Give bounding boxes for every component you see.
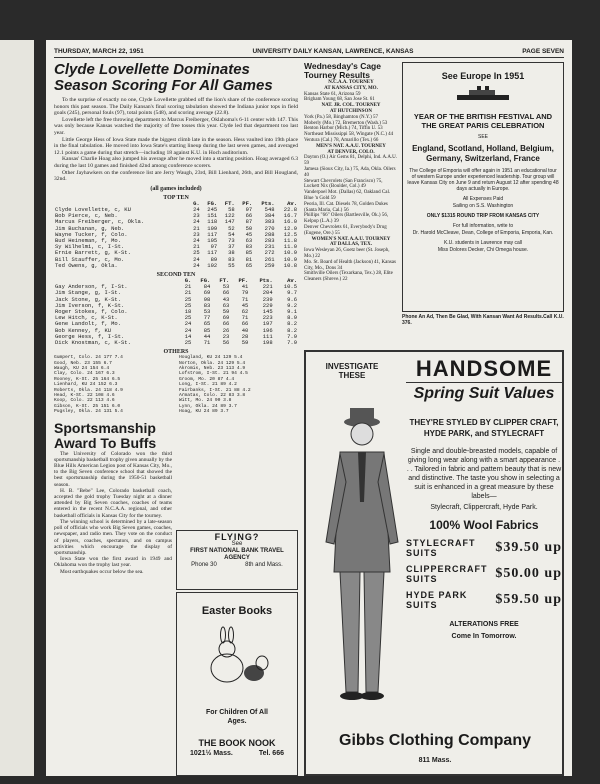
table-cell: 10.8: [283, 261, 297, 269]
expenses: All Expenses Paid: [462, 196, 504, 202]
festival-title: YEAR OF THE BRITISH FESTIVAL AND THE GREAT PARIS CELEBRATION: [413, 112, 553, 130]
suit-name: CLIPPERCRAFT SUITS: [406, 564, 488, 584]
table-cell: Bob Kenney, f, KU: [55, 326, 112, 334]
list-item: Hoag, KU 24 89 3.7: [179, 409, 229, 415]
table-cell: 24: [193, 205, 200, 213]
want-ad-line: Phone An Ad, Then Be Glad, With Kansan Want Ad Results.Call K.U. 376.: [402, 314, 564, 326]
easter-title: Easter Books: [201, 605, 273, 617]
table-cell: 98: [203, 295, 211, 303]
list-item: Head, K-St. 22 108 4.6: [54, 393, 115, 399]
table-cell: 229: [262, 301, 273, 309]
table-cell: 66: [245, 212, 253, 220]
list-item: Clay, Colo. 24 167 6.3: [54, 371, 115, 377]
table-cell: 25: [184, 301, 192, 309]
list-item: Hougland, KU 24 129 5.4: [179, 355, 243, 361]
wool-fabrics: 100% Wool Fabrics: [429, 518, 539, 532]
table-cell: 151: [207, 212, 218, 220]
shop-phone: Tel. 666: [258, 750, 284, 757]
table-row: [54, 340, 298, 346]
table-cell: Bud Heineman, f, Mo.: [55, 236, 122, 244]
table-cell: 66: [222, 289, 230, 297]
table-cell: 38: [228, 249, 235, 257]
table-cell: Sy Wilhelmi, c, I-St.: [55, 243, 125, 251]
table-cell: 102: [207, 261, 218, 269]
list-item: York (Pa.) 58, Binghamton (N.Y.) 57: [304, 114, 378, 120]
table-cell: 16.0: [283, 218, 297, 226]
column-header: Pts.: [261, 199, 275, 207]
table-cell: 8.2: [287, 320, 297, 328]
list-item: Norton, Okla. 24 129 5.4: [179, 360, 246, 366]
table-cell: 77: [203, 314, 211, 322]
table-cell: 548: [264, 205, 275, 213]
table-cell: 23: [193, 212, 200, 220]
list-item: AT HUTCHINSON: [330, 108, 372, 114]
table-cell: 117: [207, 230, 218, 238]
table-cell: 272: [264, 249, 275, 257]
table-cell: 25: [184, 338, 192, 346]
agency-address: 8th and Mass.: [245, 562, 283, 568]
children-line: For Children Of All Ages.: [206, 709, 268, 725]
table-cell: 26: [222, 326, 230, 334]
list-item: Peoria, Ill. Cat. Diesels 78, Golden Dukes (Santa Maria, Cal.) 56: [304, 201, 388, 213]
table-cell: 198: [262, 338, 273, 346]
table-cell: Bob Pierce, c, Neb.: [55, 212, 118, 220]
table-cell: Gay Anderson, f, I-St.: [55, 283, 128, 291]
table-cell: 18: [184, 307, 192, 315]
table-cell: Jim Stange, g, I-St.: [55, 289, 122, 297]
table-cell: 147: [224, 218, 235, 226]
table-cell: 111: [262, 332, 273, 340]
table-cell: 81: [245, 255, 253, 263]
page-header: [54, 48, 564, 58]
suit-name: STYLECRAFT SUITS: [406, 538, 476, 558]
table-cell: 45: [241, 301, 249, 309]
story-paragraph: Other Jayhawkers on the conference list are Jerry Waugh, 23rd, Bill Lienhard, 26th, and Bill Hougland, 32nd.: [54, 169, 298, 183]
handsome-title: HANDSOME: [406, 356, 562, 383]
table-cell: 25: [184, 295, 192, 303]
list-item: Phillips "66" Oilers (Bartlesville, Ok.) 56, Kelpop (L.A.) 39: [304, 213, 389, 225]
table-cell: 73: [228, 236, 235, 244]
list-item: AT DENVER, COLO.: [327, 149, 375, 155]
table-cell: 270: [264, 224, 275, 232]
table-cell: 23: [222, 332, 230, 340]
header-page: PAGE SEVEN: [522, 48, 564, 55]
list-item: Waugh, KU 24 154 6.4: [54, 366, 110, 371]
table-cell: 7.9: [287, 338, 297, 346]
table-cell: 259: [264, 261, 275, 269]
table-cell: 14: [184, 332, 192, 340]
table-cell: 9.7: [287, 289, 297, 297]
table-cell: 58: [228, 205, 235, 213]
list-item: Long, I-St. 21 89 4.2: [179, 382, 237, 388]
table-cell: 63: [222, 301, 230, 309]
man-in-suit-illustration-icon: [310, 392, 406, 712]
table-cell: 84: [203, 283, 211, 291]
list-item: Armatas, Colo. 22 83 3.8: [179, 393, 246, 399]
story-paragraph: Lovellette left the free throwing department to Marcus Freiberger, Oklahoma's 6-11 center with 147. This was only because Kansas watched the majority of free tosses this year. Clyde led that department too last year.: [54, 116, 298, 136]
list-item: AT DALLAS, TEX.: [330, 242, 372, 248]
table-cell: 24: [193, 218, 200, 226]
table-cell: 24: [193, 255, 200, 263]
header-paper: UNIVERSITY DAILY KANSAN, LAWRENCE, KANSAS: [252, 48, 414, 55]
table-cell: 223: [262, 314, 273, 322]
tourney-lines: [304, 80, 398, 283]
others-list: [54, 355, 298, 414]
adjacent-page-edge: [0, 40, 34, 776]
table-cell: 10.5: [283, 283, 297, 291]
table-cell: 10.9: [283, 255, 297, 263]
table-cell: 71: [241, 314, 249, 322]
list-item: Vanderpoel Mot. (Dallas) 62, Oakland Cal. Blue 'n Gold 59: [304, 190, 391, 201]
list-item: Moberly (Mo.) 72, Bremerton (Wash.) 53: [304, 120, 388, 126]
table-cell: 21: [193, 243, 200, 251]
list-item: Mo. St. Board of Health (Jackson) 41, Kansas City, Mo., Dons 34: [304, 259, 396, 271]
column-header: FG.: [207, 199, 218, 207]
table-cell: 28: [241, 332, 249, 340]
top-ten-table: [54, 201, 298, 269]
book-nook-ad: [176, 592, 298, 776]
shop-name: THE BOOK NOOK: [198, 738, 276, 748]
list-item: Pugsley, Okla. 24 131 5.4: [54, 409, 123, 415]
table-cell: 65: [203, 320, 211, 328]
sailing: Sailing on S.S. Washington: [452, 203, 514, 209]
table-cell: 25: [193, 249, 200, 257]
table-cell: 10.9: [283, 249, 297, 257]
story-paragraph: Kansas' Charlie Hoag also jumped his average after he moved into a starting position. Hoag averaged 6.3 during the last 10 games and finished 42nd among conference scorers.: [54, 156, 298, 169]
contact-name: Dr. Harold McCleave, Dean, College of Emporia, Emporia, Kan.: [412, 230, 554, 236]
table-cell: 41: [241, 283, 249, 291]
list-item: Fairbanks, I-St. 21 88 4.2: [179, 387, 251, 393]
tourney-headline: Wednesday's Cage Tourney Results: [304, 61, 381, 80]
list-item: Gumpert, Colo. 24 177 7.4: [54, 355, 123, 361]
header-date: THURSDAY, MARCH 22, 1951: [54, 48, 144, 55]
table-cell: 71: [203, 338, 211, 346]
table-cell: 197: [262, 320, 273, 328]
gibbs-clothing-ad: [304, 350, 564, 776]
table-cell: 63: [245, 236, 253, 244]
suit-price-list: [406, 538, 562, 610]
list-item: Kansas State 61, Arizona 59: [304, 91, 361, 97]
list-item: Dayton (O.) Air Gems 81, Delphi, Ind. A.A.U. 59: [304, 155, 398, 167]
table-cell: Dick Knostman, c, K-St.: [55, 338, 131, 346]
local-contact: Miss Dolores Decker, Chi Omega house.: [437, 247, 529, 253]
table-cell: 83: [228, 255, 235, 263]
column-header: G.: [193, 199, 200, 207]
story-paragraph: Little George Hess of Iowa State made the biggest climb late in the season. Hess vaulted into 19th place in the final tabulation. He moved into Iowa State's starting lineup during the last seven games, and averaged 12.1 points a game during that stretch—including 18 against K.U. in Hoch auditorium.: [54, 136, 298, 156]
table-cell: 21: [184, 289, 192, 297]
table-cell: 37: [228, 243, 235, 251]
list-item: Denver Chevrolets 61, Everybody's Drug (Eugene, Ore.) 55: [304, 224, 387, 236]
scoring-story: [54, 62, 298, 575]
store-address: 811 Mass.: [418, 757, 452, 764]
table-cell: 239: [262, 295, 273, 303]
suit-row: [406, 538, 562, 558]
list-item: Roberts, Okla. 24 118 4.9: [54, 387, 123, 393]
list-item: Ventura (Cal.) 78, Amarillo (Tex.) 66: [304, 137, 379, 143]
column-header: PF.: [238, 276, 249, 284]
list-item: Gibson, K-St. 25 151 6.0: [54, 403, 121, 409]
column-header: FT.: [224, 199, 235, 207]
tour-desc: The College of Emporia will offer again in 1951 an educational tour of western Europe under experienced leadership. Tour group will leave Kansas City on June 9 and return August 12 after spending 48 days actually in Europe.: [407, 168, 559, 192]
countries: England, Scotland, Holland, Belgium, Germany, Switzerland, France: [412, 144, 554, 163]
list-item: Stewart Chevrolets (San Francisco) 75, Luckett Nix (Boulder, Col.) 49: [304, 178, 383, 190]
table-cell: 40: [241, 326, 249, 334]
story-headline: Clyde Lovellette Dominates Season Scoring For All Games: [54, 61, 273, 94]
table-cell: 109: [207, 224, 218, 232]
column-header: G.: [184, 276, 192, 284]
price-line: ONLY $1315 ROUND TRIP FROM KANSAS CITY: [426, 213, 540, 219]
europe-tour-ad: [402, 62, 564, 312]
table-cell: 12.5: [283, 230, 297, 238]
table-cell: Wayne Tucker, f, Colo.: [55, 230, 128, 238]
list-item: WOMEN'S NAT. A.A.U. TOURNEY: [311, 236, 391, 242]
table-cell: 59: [241, 338, 249, 346]
table-cell: 89: [210, 255, 218, 263]
sport-paragraph: H. B. "Bebe" Lee, Colorado basketball coach, accepted the gold trophy Tuesday night at a dinner attended by Big Seven coaches, coaches of teams entered in the recent N.C.A.A. regional, and other basketball officials in Kansas City for the tourney.: [54, 487, 172, 519]
others-title: OTHERS: [163, 349, 189, 356]
list-item: Smithville Oilers (Texarkana, Tex.) 28, Elite Cleaners (Shreve.) 22: [304, 271, 393, 283]
shop-address: 1021½ Mass.: [190, 750, 233, 757]
table-cell: 11.0: [283, 243, 297, 251]
list-item: Good, Neb. 23 155 6.7: [54, 360, 112, 366]
suit-row: [406, 564, 562, 584]
table-cell: 9.6: [287, 295, 297, 303]
list-item: Jamesa (Sioux City, Ia.) 75, Ada, Okla. Oilers 40: [304, 166, 396, 178]
list-item: Brigham Young 68, San Jose St. 61: [304, 97, 375, 103]
come-in: Come In Tomorrow.: [451, 633, 517, 640]
table-cell: 8.9: [287, 314, 297, 322]
list-item: N.C.A.A. TOURNEY: [328, 80, 374, 85]
second-ten-table: [54, 278, 298, 346]
table-cell: 12.9: [283, 224, 297, 232]
table-cell: 66: [222, 320, 230, 328]
table-cell: 83: [245, 243, 253, 251]
table-cell: Lew Hitch, c, K-St.: [55, 314, 118, 322]
table-cell: 50: [245, 224, 253, 232]
table-cell: 221: [262, 283, 273, 291]
all-games-note: (all games included): [150, 185, 202, 192]
table-cell: 21: [193, 224, 200, 232]
column-header: FG.: [200, 276, 211, 284]
suit-price: $39.50 up: [495, 540, 562, 555]
table-cell: 54: [228, 230, 235, 238]
list-item: Iowa Wesleyan 26, Goetz beer (St. Joseph, Mo.) 22: [304, 248, 390, 259]
table-cell: 118: [207, 218, 218, 226]
table-cell: 245: [207, 205, 218, 213]
table-cell: 21: [184, 283, 192, 291]
table-row: [54, 263, 298, 269]
column-header: Pts.: [259, 276, 273, 284]
bunny-illustration-icon: [192, 623, 282, 693]
table-cell: 122: [224, 212, 235, 220]
table-cell: 117: [207, 249, 218, 257]
list-item: Koop, Colo. 22 113 4.6: [54, 398, 115, 404]
table-cell: 16.7: [283, 212, 297, 220]
table-cell: 261: [264, 255, 275, 263]
table-cell: 71: [241, 295, 249, 303]
list-item: Groom, Mo. 20 87 4.4: [179, 376, 235, 382]
europe-title: See Europe In 1951: [441, 71, 525, 81]
list-item: Northeast Mississippi 58, Wingate (N.C.) 44: [304, 132, 394, 138]
label-list: Stylecraft, Clippercraft, Hyde Park.: [430, 504, 538, 511]
table-cell: 383: [264, 218, 275, 226]
table-cell: 44: [203, 332, 211, 340]
ku-line: K.U. students in Lawrence may call: [443, 240, 523, 246]
table-cell: 25: [184, 314, 192, 322]
table-cell: 231: [264, 243, 275, 251]
table-cell: 45: [245, 230, 253, 238]
table-cell: 53: [203, 307, 211, 315]
table-cell: 87: [245, 218, 253, 226]
info-line: For full information, write to: [452, 223, 514, 229]
second-ten-title: SECOND TEN: [156, 271, 196, 278]
table-cell: 8.2: [287, 326, 297, 334]
table-cell: 97: [245, 205, 253, 213]
table-cell: 204: [262, 289, 273, 297]
table-cell: 9.2: [287, 301, 297, 309]
top-ten-title: TOP TEN: [163, 194, 189, 201]
table-cell: 23: [193, 230, 200, 238]
table-cell: 79: [241, 289, 249, 297]
table-cell: 85: [245, 249, 253, 257]
table-cell: 145: [262, 307, 273, 315]
table-cell: 43: [222, 295, 230, 303]
table-cell: 66: [241, 320, 249, 328]
alterations: ALTERATIONS FREE: [449, 621, 519, 628]
suit-price: $59.50 up: [495, 592, 562, 607]
suit-name: HYDE PARK SUITS: [406, 590, 468, 610]
table-cell: 9.1: [287, 307, 297, 315]
table-cell: 384: [264, 212, 275, 220]
list-item: Benton Harbor (Mich.) 74, Tiffin U. 53: [304, 126, 383, 132]
tourney-results: [304, 62, 398, 283]
table-cell: 52: [228, 224, 235, 232]
table-cell: 62: [241, 307, 249, 315]
table-cell: 83: [203, 301, 211, 309]
table-cell: George Hess, f, I-St.: [55, 332, 125, 340]
list-item: Lienhard, KU 24 152 6.3: [54, 382, 118, 388]
see-label: SEE: [477, 134, 488, 140]
list-item: MEN'S NAT. A.A.U. TOURNEY: [316, 143, 386, 149]
list-item: Rooney, K-St. 25 164 6.5: [54, 376, 121, 382]
table-cell: Jack Stone, g, K-St.: [55, 295, 122, 303]
table-cell: 105: [207, 236, 218, 244]
investigate-label: INVESTIGATE THESE: [325, 362, 379, 380]
table-cell: 288: [264, 230, 275, 238]
table-cell: 55: [228, 261, 235, 269]
ad-copy: [406, 356, 562, 642]
sport-paragraph: The University of Colorado won the third sportsmanship basketball trophy given annually by the Blue Hills American Legion post of Kansas City, Mo., to the Big Seven conference school that showed the best sportsmanship during the 1950-51 basketball season.: [54, 450, 172, 488]
table-cell: 196: [262, 326, 273, 334]
table-cell: 7.9: [287, 332, 297, 340]
sport-headline: Sportsmanship Award To Buffs: [54, 419, 157, 451]
sport-paragraph: Iowa State won the first award in 1949 and Oklahoma won the trophy last year.: [54, 556, 172, 569]
see-label: See: [231, 541, 243, 547]
suit-row: [406, 590, 562, 610]
flying-title: FLYING?: [214, 532, 260, 542]
table-cell: Jim Buchanan, g, Neb.: [55, 224, 125, 232]
list-item: Lynn, Okla. 24 89 3.7: [179, 403, 237, 409]
list-item: Witt, Mo. 24 90 3.8: [179, 398, 232, 404]
spring-title: Spring Suit Values: [413, 385, 555, 402]
table-cell: 283: [264, 236, 275, 244]
column-header: PF.: [242, 199, 253, 207]
sport-paragraph: Most earthquakes occur below the sea.: [60, 568, 144, 575]
table-cell: Marcus Freiberger, c, Okla.: [55, 218, 145, 226]
table-cell: 24: [193, 236, 200, 244]
suit-price: $50.00 up: [495, 566, 562, 581]
column-header: Av.: [287, 276, 297, 284]
list-item: AT KANSAS CITY, MO.: [324, 85, 378, 91]
table-cell: 22.8: [283, 205, 297, 213]
table-cell: 24: [184, 326, 192, 334]
table-cell: 65: [245, 261, 253, 269]
table-cell: Gene Landolt, f, Mo.: [55, 320, 122, 328]
table-cell: Jim Iverson, f, K-St.: [55, 301, 125, 309]
list-item: Akromis, Neb. 23 113 4.9: [179, 366, 246, 371]
column-header: Av.: [287, 199, 297, 207]
travel-agency-ad: [176, 530, 298, 590]
table-cell: 97: [210, 243, 218, 251]
table-cell: 11.8: [283, 236, 297, 244]
table-cell: 24: [184, 320, 192, 328]
table-cell: Roger Stokes, f, Colo.: [55, 307, 128, 315]
table-cell: 85: [203, 326, 211, 334]
column-header: FT.: [219, 276, 230, 284]
table-cell: 59: [222, 307, 230, 315]
newspaper-page: [46, 40, 572, 776]
story-body: [54, 97, 298, 183]
list-item: NAT. JR. COL. TOURNEY: [321, 103, 381, 109]
table-cell: 56: [222, 338, 230, 346]
table-cell: 69: [203, 289, 211, 297]
story-paragraph: To the surprise of exactly no one, Clyde Lovellette grabbed off the lion's share of the conference scoring honors this past season. The Daily Kansan's final scoring tabulation showed the Indiana junior tops in field goals (245), personal fouls (97), total points (548), and scoring average (22.8).: [54, 97, 298, 117]
list-item: Lofstrom, I-St. 21 94 4.5: [179, 371, 248, 377]
sport-body: [54, 451, 172, 575]
table-cell: Ernie Barrett, g, K-St.: [55, 249, 131, 257]
store-name: Gibbs Clothing Company: [339, 732, 531, 749]
ship-icon: [453, 85, 513, 103]
table-cell: 69: [222, 314, 230, 322]
agency-name: FIRST NATIONAL BANK TRAVEL AGENCY: [190, 548, 284, 561]
styled-by: THEY'RE STYLED BY CLIPPER CRAFT, HYDE PARK, and STYLECRAFT: [409, 418, 559, 438]
sport-paragraph: The winning school is determined by a late-season poll of officials who work Big Seven games, coaches, newspaper, and radio men. They vote on the conduct of players, coaches, spectators, and on campus activities which encourage the display of sportsmanship.: [54, 518, 172, 556]
suit-desc: Single and double-breasted models, capable of giving long wear along with a smart appearance . . . Tailored in fabric and pattern beauty that is new and distinctive. The taste you show in selecting a suit is enhanced in a great measure by these labels—: [406, 448, 562, 500]
table-cell: Ted Owens, g, Okla.: [55, 261, 118, 269]
table-cell: 24: [193, 261, 200, 269]
agency-phone: Phone 30: [191, 562, 217, 568]
table-cell: Clyde Lovellette, c, KU: [55, 205, 131, 213]
table-cell: Bill Stauffer, c, Mo.: [55, 255, 125, 263]
table-cell: 53: [222, 283, 230, 291]
